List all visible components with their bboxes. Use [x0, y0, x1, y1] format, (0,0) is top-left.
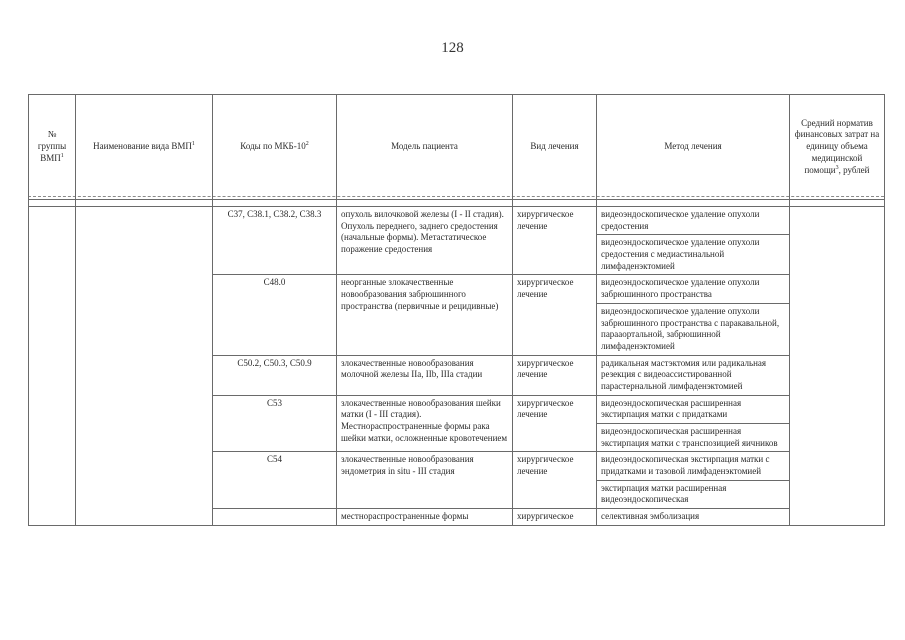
cost-norm-cell: [790, 207, 885, 526]
treatment-type-cell: хирургическое лечение: [513, 395, 597, 452]
treatment-method-cell: видеоэндоскопическое удаление опухоли средостения: [597, 207, 790, 235]
treatment-type-cell: хирургическое: [513, 509, 597, 526]
treatment-type-cell: хирургическое лечение: [513, 355, 597, 395]
patient-model-cell: злокачественные новообразования молочной железы IIa, IIb, IIIa стадии: [337, 355, 513, 395]
icd-code-cell: [213, 509, 337, 526]
icd-code-cell: C37, C38.1, C38.2, C38.3: [213, 207, 337, 275]
patient-model-cell: местнораспространенные формы: [337, 509, 513, 526]
header-group-number: № группы ВМП$^1$: [29, 95, 76, 200]
icd-code-cell: C50.2, C50.3, C50.9: [213, 355, 337, 395]
header-patient-model: Модель пациента: [337, 95, 513, 200]
treatment-method-cell: видеоэндоскопическая расширенная экстирпация матки с транспозицией яичников: [597, 424, 790, 452]
patient-model-cell: злокачественные новообразования эндометрия in situ - III стадия: [337, 452, 513, 509]
table-header-row: [29, 95, 885, 200]
page-number: 128: [441, 40, 464, 56]
treatment-method-cell: видеоэндоскопическое удаление опухоли средостения с медиастинальной лимфаденэктомией: [597, 235, 790, 275]
header-vmp-name: Наименование вида ВМП$^1$: [76, 95, 213, 200]
patient-model-cell: неорганные злокачественные новообразования забрюшинного пространства (первичные и рецидивные): [337, 275, 513, 355]
icd-code-cell: C53: [213, 395, 337, 452]
treatment-type-cell: хирургическое лечение: [513, 207, 597, 275]
icd-code-cell: C48.0: [213, 275, 337, 355]
treatment-method-cell: радикальная мастэктомия или радикальная резекция с видеоассистированной парастернальной лимфаденэктомией: [597, 355, 790, 395]
treatment-method-cell: видеоэндоскопическое удаление опухоли забрюшинного пространства с паракавальной, парааортальной, забрюшинной лимфаденэктомией: [597, 303, 790, 355]
table-row: [29, 207, 885, 235]
header-spacer-row: [29, 200, 885, 207]
header-treatment-type: Вид лечения: [513, 95, 597, 200]
vmp-table: [28, 94, 885, 526]
header-treatment-method: Метод лечения: [597, 95, 790, 200]
treatment-method-cell: видеоэндоскопическая расширенная экстирпация матки с придатками: [597, 395, 790, 423]
icd-code-cell: C54: [213, 452, 337, 509]
treatment-method-cell: видеоэндоскопическая экстирпация матки с придатками и тазовой лимфаденэктомией: [597, 452, 790, 480]
treatment-type-cell: хирургическое лечение: [513, 275, 597, 355]
treatment-method-cell: селективная эмболизация: [597, 509, 790, 526]
header-cost-norm: Средний норматив финансовых затрат на единицу объема медицинской помощи$^3$, рублей: [790, 95, 885, 200]
patient-model-cell: опухоль вилочковой железы (I - II стадия). Опухоль переднего, заднего средостения (начальные формы). Метастатическое поражение средостения: [337, 207, 513, 275]
treatment-method-cell: видеоэндоскопическое удаление опухоли забрюшинного пространства: [597, 275, 790, 303]
vmp-name-cell: [76, 207, 213, 526]
treatment-method-cell: экстирпация матки расширенная видеоэндоскопическая: [597, 480, 790, 508]
group-number-cell: [29, 207, 76, 526]
treatment-type-cell: хирургическое лечение: [513, 452, 597, 509]
header-icd-codes: Коды по МКБ-$10^2$: [213, 95, 337, 200]
patient-model-cell: злокачественные новообразования шейки матки (I - III стадия). Местнораспространенные формы рака шейки матки, осложненные кровотечением: [337, 395, 513, 452]
